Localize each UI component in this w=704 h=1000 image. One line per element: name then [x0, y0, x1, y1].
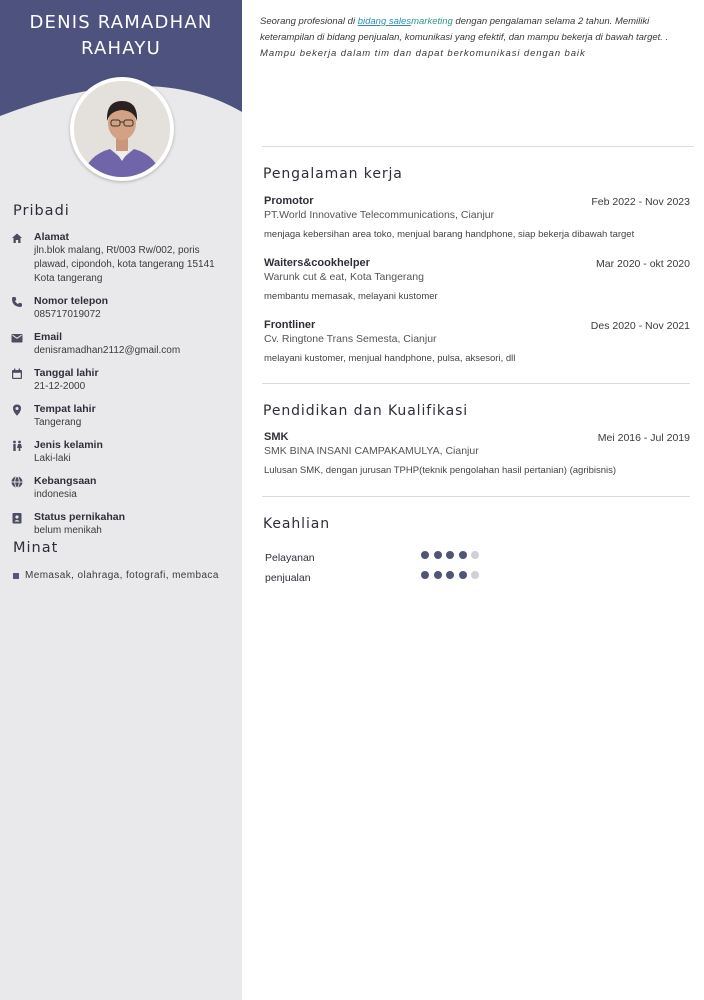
education-heading: Pendidikan dan Kualifikasi — [263, 403, 469, 419]
job-organization: Cv. Ringtone Trans Semesta, Cianjur — [264, 333, 437, 345]
sidebar — [0, 0, 242, 1000]
calendar-icon — [10, 367, 24, 381]
summary-link-sales[interactable]: bidang sales — [357, 16, 412, 27]
info-value: indonesia — [34, 489, 77, 500]
gender-icon — [10, 439, 24, 453]
job-date: Feb 2022 - Nov 2023 — [591, 196, 690, 208]
rating-dot-empty — [471, 571, 479, 579]
education-item — [264, 431, 690, 476]
rating-dot-filled — [446, 551, 454, 559]
rating-dot-filled — [421, 551, 429, 559]
job-description: menjaga kebersihan area toko, menjual barang handphone, siap bekerja dibawah target — [264, 229, 635, 240]
skills-heading: Keahlian — [263, 516, 330, 532]
info-marital-status — [0, 510, 242, 538]
summary-text: dengan pengalaman selama 2 tahun. Memiliki keterampilan di bidang penjualan, komunikasi yang efektif, dan mampu bekerja di bawah target. . — [260, 16, 669, 43]
education-description: Lulusan SMK, dengan jurusan TPHP(teknik pengolahan hasil pertanian) (agribisnis) — [264, 465, 617, 476]
person-name-line1: DENIS RAMADHAN — [29, 12, 213, 33]
location-pin-icon — [10, 403, 24, 417]
experience-item — [264, 319, 690, 364]
summary-text: Seorang profesional di — [260, 16, 358, 27]
info-gender — [0, 438, 242, 466]
skill-row — [265, 548, 485, 562]
info-label: Tanggal lahir — [34, 367, 99, 379]
job-description: melayani kustomer, menjual handphone, pulsa, aksesori, dll — [264, 353, 516, 364]
id-badge-icon — [10, 511, 24, 525]
profile-summary — [260, 14, 692, 62]
avatar — [70, 77, 174, 181]
education-date: Mei 2016 - Jul 2019 — [597, 432, 690, 444]
job-date: Mar 2020 - okt 2020 — [596, 258, 690, 270]
summary-line2: Mampu bekerja dalam tim dan dapat berkomunikasi dengan baik — [260, 48, 586, 59]
skill-row — [265, 568, 485, 582]
info-value: 21-12-2000 — [34, 381, 86, 392]
info-value: jln.blok malang, Rt/003 Rw/002, poris plawad, cipondoh, kota tangerang 15141 Kota tangerang — [34, 245, 215, 284]
experience-heading: Pengalaman kerja — [263, 166, 403, 182]
job-title: Waiters&cookhelper — [264, 257, 370, 269]
personal-heading: Pribadi — [13, 203, 70, 219]
phone-icon — [10, 295, 24, 309]
globe-icon — [10, 475, 24, 489]
rating-dot-filled — [434, 551, 442, 559]
info-value: denisramadhan2112@gmail.com — [34, 345, 181, 356]
divider — [262, 146, 694, 147]
skill-rating — [421, 551, 484, 559]
info-label: Jenis kelamin — [34, 439, 103, 451]
info-value: 085717019072 — [34, 309, 101, 320]
job-description: membantu memasak, melayani kustomer — [264, 291, 438, 302]
summary-link-marketing[interactable]: marketing — [411, 16, 453, 27]
experience-item — [264, 257, 690, 302]
info-address — [0, 230, 242, 286]
person-name-line2: RAHAYU — [81, 38, 161, 59]
rating-dot-filled — [459, 571, 467, 579]
info-birthplace — [0, 402, 242, 430]
info-label: Alamat — [34, 231, 70, 243]
interests-heading: Minat — [13, 540, 59, 556]
rating-dot-filled — [446, 571, 454, 579]
experience-item — [264, 195, 690, 240]
info-value: belum menikah — [34, 525, 102, 536]
bullet-square-icon — [13, 573, 19, 579]
job-organization: PT.World Innovative Telecommunications, Cianjur — [264, 209, 495, 221]
home-icon — [10, 231, 24, 245]
info-label: Kebangsaan — [34, 475, 97, 487]
interest-text: Memasak, olahraga, fotografi, membaca — [25, 570, 219, 581]
skill-rating — [421, 571, 484, 579]
info-email — [0, 330, 242, 358]
education-title: SMK — [264, 431, 289, 443]
skill-name: Pelayanan — [265, 552, 315, 564]
rating-dot-filled — [434, 571, 442, 579]
divider — [262, 496, 690, 497]
rating-dot-filled — [459, 551, 467, 559]
summary-paragraph — [260, 14, 692, 46]
profile-photo — [74, 81, 170, 177]
info-phone — [0, 294, 242, 322]
rating-dot-filled — [421, 571, 429, 579]
interest-item — [13, 570, 219, 581]
job-title: Frontliner — [264, 319, 316, 331]
info-label: Tempat lahir — [34, 403, 96, 415]
info-label: Status pernikahan — [34, 511, 126, 523]
email-icon — [10, 331, 24, 345]
info-nationality — [0, 474, 242, 502]
divider — [262, 383, 690, 384]
info-label: Nomor telepon — [34, 295, 109, 307]
job-date: Des 2020 - Nov 2021 — [590, 320, 690, 332]
info-value: Tangerang — [34, 417, 82, 428]
personal-info-list — [0, 230, 242, 546]
info-label: Email — [34, 331, 63, 343]
person-name — [0, 10, 242, 62]
job-organization: Warunk cut & eat, Kota Tangerang — [264, 271, 424, 283]
rating-dot-empty — [471, 551, 479, 559]
education-institution: SMK BINA INSANI CAMPAKAMULYA, Cianjur — [264, 445, 479, 457]
skill-name: penjualan — [265, 572, 311, 584]
info-birthdate — [0, 366, 242, 394]
info-value: Laki-laki — [34, 453, 71, 464]
job-title: Promotor — [264, 195, 314, 207]
